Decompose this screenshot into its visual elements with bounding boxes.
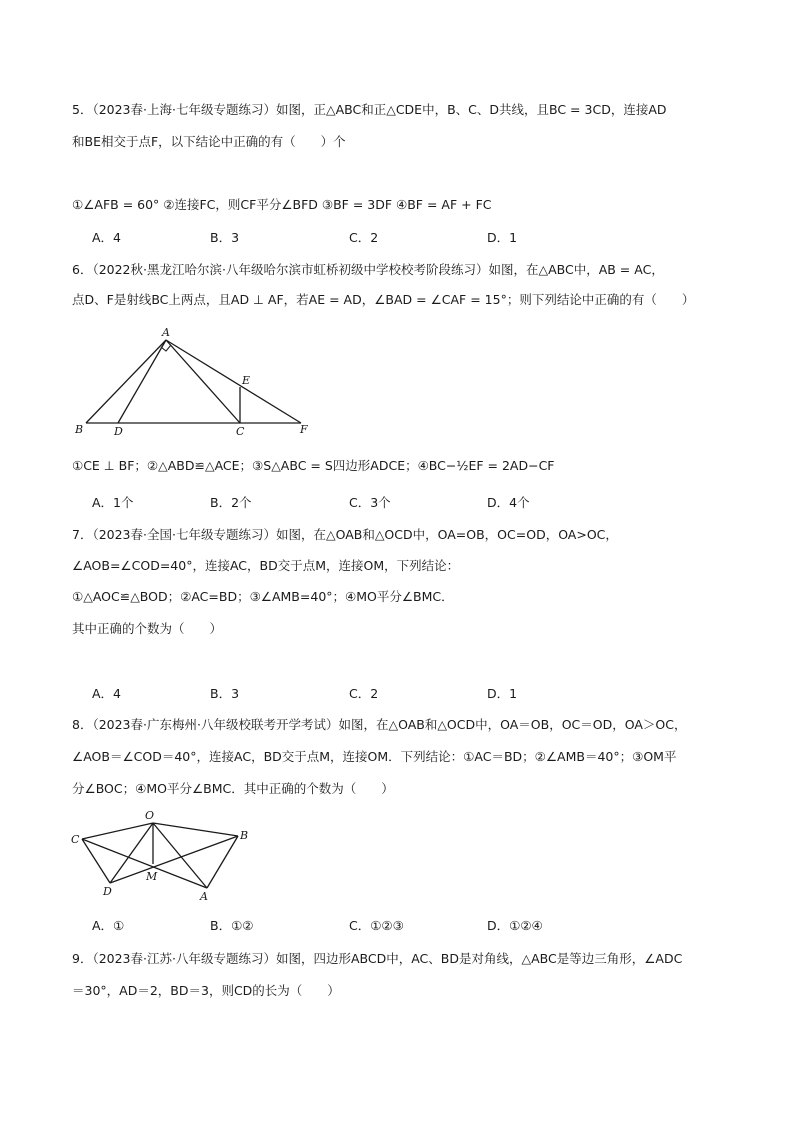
q7-stem-line-2: ∠AOB=∠COD=40°，连接AC，BD交于点M，连接OM，下列结论： [72,558,460,573]
q6-label-e: E [242,374,251,387]
q8-figure [66,808,266,908]
q6-segment-ab [86,340,166,423]
q8-label-a: A [200,890,208,903]
q8-label-m: M [146,870,158,883]
q5-conclusions: ①∠AFB = 60° ②连接FC，则CF平分∠BFD ③BF = 3DF ④BF = AF + FC [72,197,492,212]
q8-label-d: D [103,885,112,898]
q8-stem-line-3: 分∠BOC；④MO平分∠BMC．其中正确的个数为（ ） [72,781,394,796]
q8-segment-ac [82,839,207,888]
q7-conclusions: ①△AOC≌△BOD；②AC=BD；③∠AMB=40°；④MO平分∠BMC． [72,589,454,604]
q6-label-a: A [162,326,170,339]
q8-segment-ob [153,823,238,836]
q7-option-a[interactable]: A．4 [92,686,122,701]
q7-option-b[interactable]: B．3 [210,686,240,701]
q6-stem-line-2: 点D、F是射线BC上两点，且AD ⊥ AF，若AE = AD，∠BAD = ∠CAF = 15°；则下列结论中正确的有（ ） [72,292,695,307]
q5-option-c[interactable]: C．2 [349,230,379,245]
q8-segment-ab [207,836,238,888]
q7-stem-line-1: 7．（2023春·全国·七年级专题练习）如图，在△OAB和△OCD中，OA=OB，OC=OD，OA>OC， [72,527,618,542]
q6-stem-line-1: 6．（2022秋·黑龙江哈尔滨·八年级哈尔滨市虹桥初级中学校校考阶段练习）如图，在△ABC中，AB = AC， [72,262,664,277]
q6-label-b: B [75,423,84,436]
q8-stem-line-1: 8．（2023春·广东梅州·八年级校联考开学考试）如图，在△OAB和△OCD中，OA＝OB，OC＝OD，OA＞OC， [72,717,687,732]
q6-segment-af [166,340,301,423]
q8-option-b[interactable]: B．①② [210,918,254,933]
q8-option-a[interactable]: A．① [92,918,125,933]
q6-option-a[interactable]: A．1个 [92,495,134,510]
q7-options [92,685,692,703]
q6-label-f: F [300,423,308,436]
q9-stem-line-2: ＝30°，AD＝2，BD＝3，则CD的长为（ ） [72,983,340,998]
q5-stem-line-2: 和BE相交于点F，以下结论中正确的有（ ）个 [72,134,346,149]
q5-option-d[interactable]: D．1 [487,230,518,245]
q8-segment-bd [110,836,238,883]
q8-segment-oc [82,823,153,839]
q8-option-d[interactable]: D．①②④ [487,918,543,933]
q5-options [92,229,692,247]
q6-label-d: D [114,425,123,438]
q8-segment-cd [82,839,110,883]
q6-option-d[interactable]: D．4个 [487,495,530,510]
q5-stem-line-1: 5．（2023春·上海·七年级专题练习）如图，正△ABC和正△CDE中，B、C、D共线，且BC = 3CD，连接AD [72,102,667,117]
q5-option-a[interactable]: A．4 [92,230,122,245]
q6-option-c[interactable]: C．3个 [349,495,391,510]
q6-conclusions: ①CE ⊥ BF；②△ABD≌△ACE；③S△ABC = S四边形ADCE；④BC−½EF = 2AD−CF [72,458,555,473]
q8-label-b: B [240,829,249,842]
q7-option-c[interactable]: C．2 [349,686,379,701]
q8-segment-oa [153,823,207,888]
q8-stem-line-2: ∠AOB＝∠COD＝40°，连接AC，BD交于点M，连接OM．下列结论：①AC＝BD；②∠AMB＝40°；③OM平 [72,749,677,764]
q9-stem-line-1: 9．（2023春·江苏·八年级专题练习）如图，四边形ABCD中，AC、BD是对角线，△ABC是等边三角形，∠ADC [72,951,683,966]
q6-label-c: C [236,425,245,438]
q8-label-c: C [71,833,80,846]
q8-option-c[interactable]: C．①②③ [349,918,404,933]
q8-label-o: O [145,809,155,822]
q7-option-d[interactable]: D．1 [487,686,518,701]
q6-options [92,494,692,512]
q7-question: 其中正确的个数为（ ） [72,621,223,636]
q6-segment-ac [166,340,240,423]
q6-option-b[interactable]: B．2个 [210,495,252,510]
q6-figure [70,322,320,437]
q8-options [92,917,692,935]
q5-option-b[interactable]: B．3 [210,230,240,245]
